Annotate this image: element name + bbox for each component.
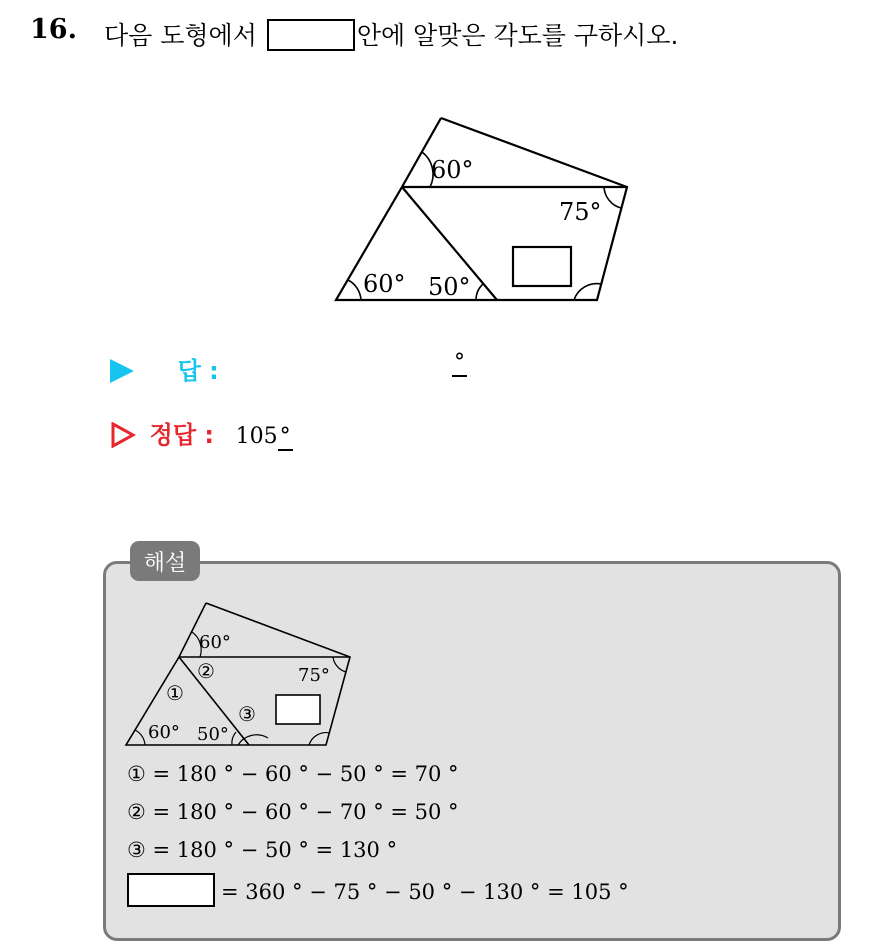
- sol-angle-mid-label: 50°: [197, 724, 229, 745]
- solution-equation-2: ② = 180 ° − 60 ° − 70 ° = 50 °: [127, 800, 459, 824]
- answer-unit: °: [454, 350, 465, 375]
- sol-angle-left-label: 60°: [148, 722, 180, 743]
- sol-figure-unknown-box: [276, 695, 320, 724]
- question-number: 16.: [30, 14, 77, 45]
- solution-equation-1: ① = 180 ° − 60 ° − 50 ° = 70 °: [127, 762, 459, 786]
- solution-tag: 해설: [130, 541, 200, 581]
- question-text-before: 다음 도형에서: [104, 21, 257, 50]
- sol-mark-3: ③: [238, 702, 256, 726]
- correct-number: 105: [235, 424, 278, 449]
- solution-blank-box: [127, 873, 215, 907]
- angle-left-label: 60°: [363, 270, 406, 298]
- solution-equation-3: ③ = 180 ° − 50 ° = 130 °: [127, 838, 398, 862]
- sol-mark-1: ①: [166, 681, 184, 705]
- sol-angle-right-label: 75°: [298, 665, 330, 686]
- solution-equation-4: [127, 873, 629, 907]
- answer-label: 답 :: [177, 357, 219, 385]
- angle-top-label: 60°: [431, 156, 474, 184]
- correct-label: 정답 :: [149, 421, 214, 449]
- solution-equation-4-text: = 360 ° − 75 ° − 50 ° − 130 ° = 105 °: [221, 880, 629, 904]
- sol-angle-top-label: 60°: [199, 632, 231, 653]
- angle-mid-label: 50°: [428, 273, 471, 301]
- angle-right-label: 75°: [559, 198, 602, 226]
- question-text-after: 안에 알맞은 각도를 구하시오.: [356, 21, 679, 50]
- sol-mark-2: ②: [197, 659, 215, 683]
- correct-unit: °: [279, 424, 291, 449]
